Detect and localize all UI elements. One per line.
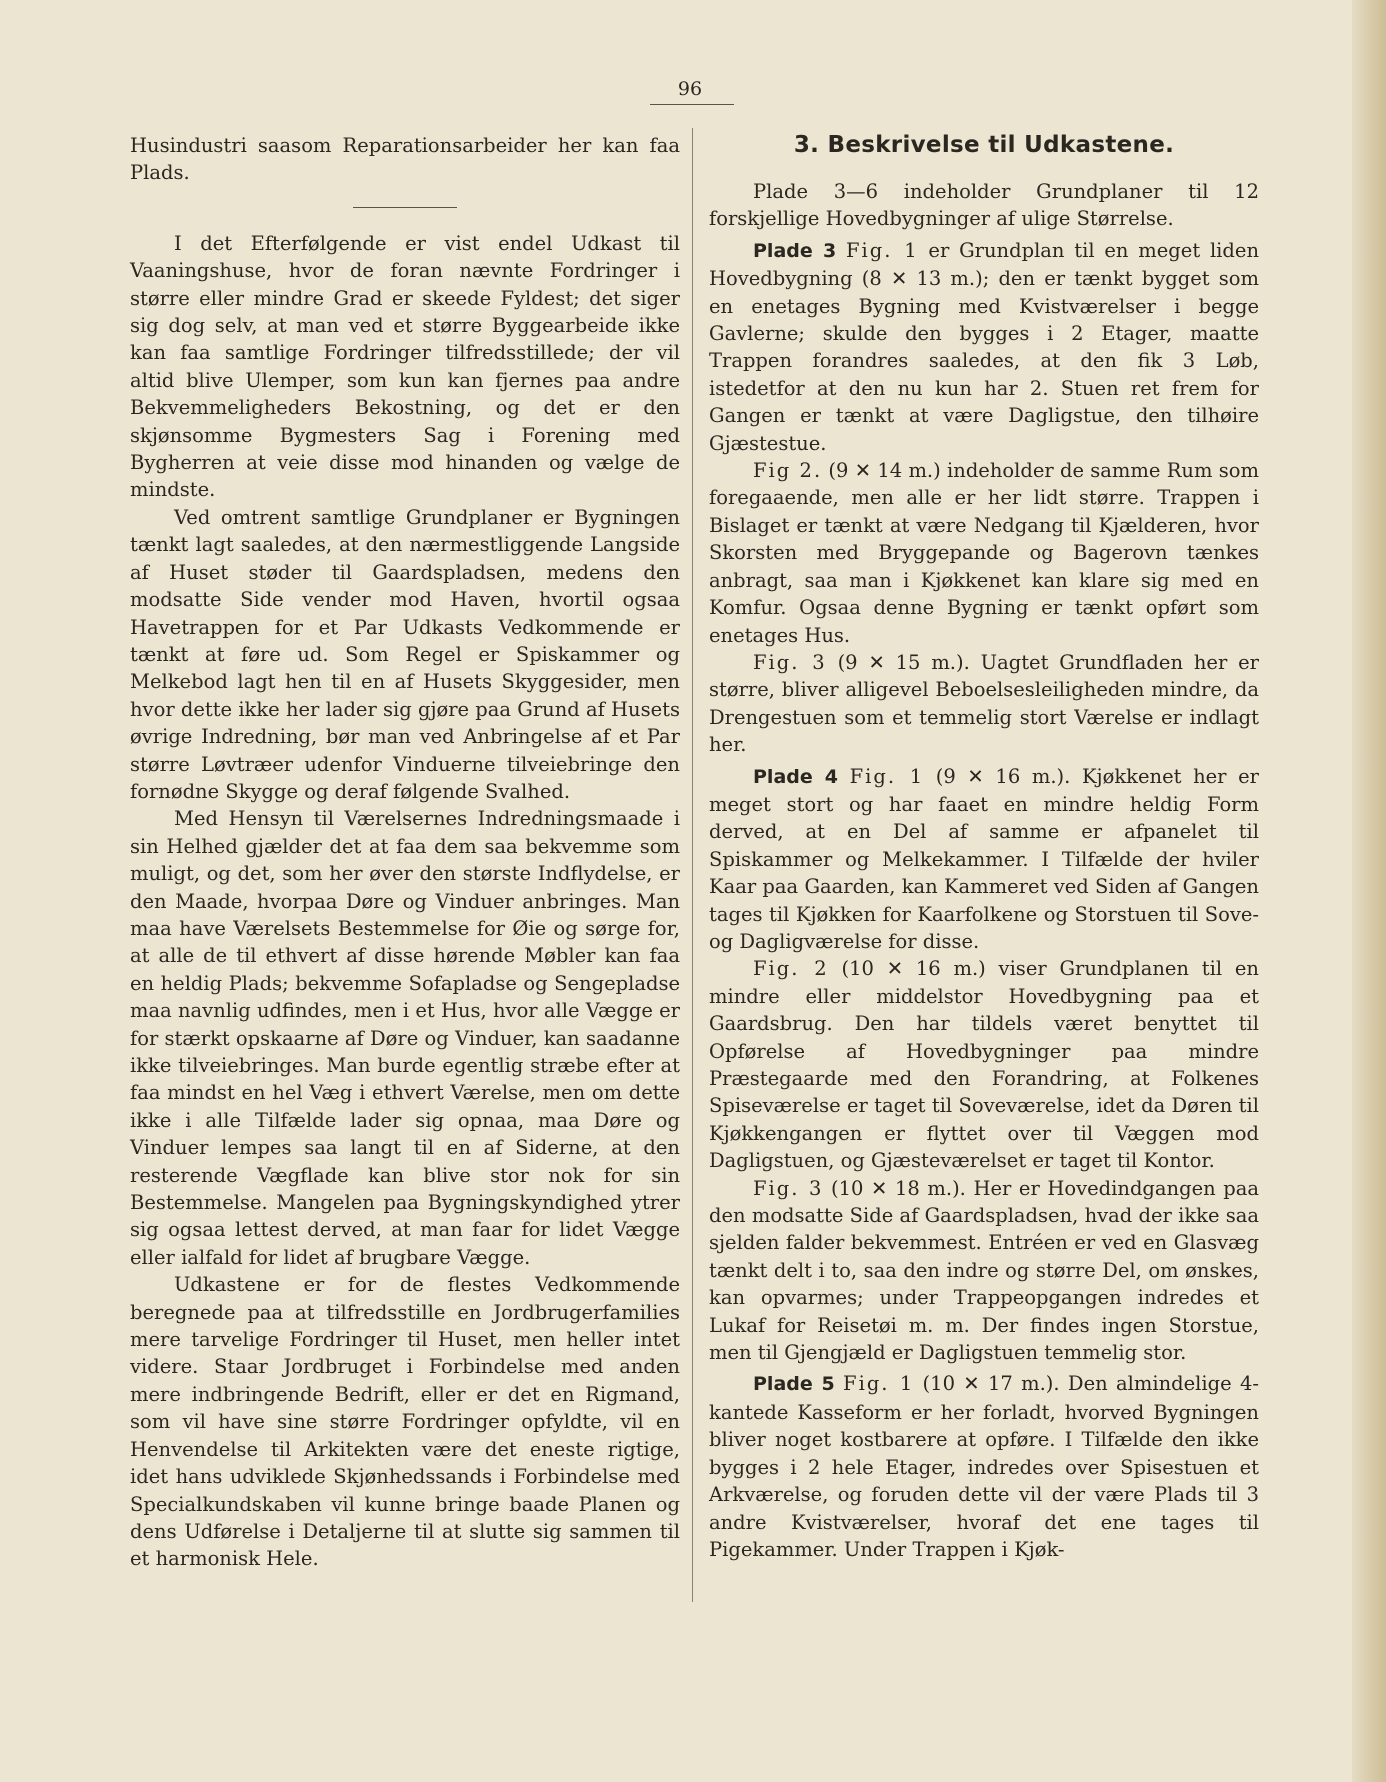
figure-label: Fig. 3 xyxy=(753,1176,824,1200)
left-column xyxy=(130,132,680,1573)
plate-label: Plade 3 xyxy=(753,239,837,262)
paragraph-plates-intro: Plade 3—6 indeholder Grundplaner til 12 forskjellige Hovedbygninger af ulige Størrelse. xyxy=(709,180,1259,231)
paragraph-intro: I det Efterfølgende er vist endel Udkast til Vaaningshuse, hvor de foran nævnte Fordringer i større eller mindre Grad er skeede Fyldest; det siger sig dog selv, at man ved et større Byggearbeide ikke kan faa samtlige Fordringer tilfredsstillede; der vil altid blive Ulemper, som kun kan fjernes paa andre Bekvemmeligheders Bekostning, og det er den skjønsomme Bygmesters Sag i Forening med Bygherren at veie disse mod hinanden og vælge de mindste. xyxy=(130,231,680,502)
section-title: 3. Beskrivelse til Udkastene. xyxy=(793,132,1175,158)
paragraph-text: (9 ✕ 15 m.). Uagtet Grundfladen her er større, bliver alligevel Beboelsesleiligheden mindre, da Drengestuen som et temmelig stort Værelse er indlagt her. xyxy=(709,650,1259,757)
column-divider xyxy=(692,128,693,1602)
page-number: 96 xyxy=(677,78,703,100)
paragraph-plate4-fig3 xyxy=(709,1175,1259,1367)
plate-label: Plade 5 xyxy=(753,1373,835,1396)
figure-label: Fig. 2 xyxy=(753,957,829,981)
figure-label: Fig. 1 xyxy=(843,1372,915,1396)
paragraph-text: er Grundplan til en meget liden Hovedbygning (8 ✕ 13 m.); den er tænkt bygget som en enetages Bygning med Kvistværelser i begge Gavlerne; skulde den bygges i 2 Etager, maatte Trappen forandres saaledes, at den fik 3 Løb, istedetfor at den nu kun har 2. Stuen ret frem for Gangen er tænkt at være Dagligstue, den tilhøire Gjæstestue. xyxy=(709,238,1260,455)
paragraph-plate3-fig1 xyxy=(709,237,1259,457)
paragraph-drafts: Udkastene er for de flestes Vedkommende beregnede paa at tilfredsstille en Jordbrugerfamilies mere tarvelige Fordringer til Huset, men heller intet videre. Staar Jordbruget i Forbindelse med anden mere indbringende Bedrift, eller er det en Rigmand, som vil have sine større Fordringer opfyldte, vil en Henvendelse til Arkitekten være det eneste rigtige, idet hans udviklede Skjønhedssands i Forbindelse med Specialkundskaben vil kunne bringe baade Planen og dens Udførelse i Detaljerne til at slutte sig sammen til et harmonisk Hele. xyxy=(130,1273,680,1571)
paragraph-plate5-fig1 xyxy=(709,1370,1259,1563)
paragraph-rooms: Med Hensyn til Værelsernes Indredningsmaade i sin Helhed gjælder det at faa dem saa bekvemme som muligt, og det, som her øver den største Indflydelse, er den Maade, hvorpaa Døre og Vinduer anbringes. Man maa have Værelsets Bestemmelse for Øie og sørge for, at alle de til ethvert af disse hørende Møbler kan faa en heldig Plads; bekvemme Sofapladse og Sengepladse maa navnlig udfindes, men i et Hus, hvor alle Vægge er for stærkt opskaarne af Døre og Vinduer, kan saadanne ikke tilveiebringes. Man burde egentlig stræbe efter at faa mindst en hel Væg i ethvert Værelse, men om dette ikke i alle Tilfælde lader sig opnaa, maa Døre og Vinduer lempes saa langt til en af Siderne, at den resterende Vægflade kan blive stor nok for sin Bestemmelse. Mangelen paa Bygningskyndighed ytrer sig ogsaa lettest derved, at man faar for lidet Vægge eller ialfald for lidet af brugbare Vægge. xyxy=(130,807,680,1269)
separator-rule xyxy=(353,207,457,208)
figure-label: Fig. 1 xyxy=(849,764,925,788)
paragraph-continuation: Husindustri saasom Reparationsarbeider her kan faa Plads. xyxy=(130,134,680,185)
paragraph-plate4-fig2 xyxy=(709,955,1259,1174)
paragraph-plate3-fig3 xyxy=(709,649,1259,759)
paragraph-plate4-fig1 xyxy=(709,763,1259,956)
right-column xyxy=(709,130,1259,1563)
figure-label: Fig. 1 xyxy=(845,238,919,262)
figure-label: Fig. 3 xyxy=(753,650,827,674)
plate-label: Plade 4 xyxy=(753,765,839,788)
paragraph-plate3-fig2 xyxy=(709,457,1259,649)
paragraph-placement: Ved omtrent samtlige Grundplaner er Bygningen tænkt lagt saaledes, at den nærmestliggende Langside af Huset støder til Gaardspladsen, medens den modsatte Side vender mod Haven, hvortil ogsaa Havetrappen for et Par Udkasts Vedkommende er tænkt at føre ud. Som Regel er Spiskammer og Melkebod lagt hen til en af Husets Skyggesider, men hvor dette ikke her lader sig gjøre paa Grund af Husets øvrige Indredning, bør man ved Anbringelse af et Par større Løvtræer udenfor Vinduerne tilveiebringe den fornødne Skygge og deraf følgende Svalhed. xyxy=(130,505,680,803)
paragraph-text: (9 ✕ 14 m.) indeholder de samme Rum som foregaaende, men alle er her lidt større. Trappen i Bislaget er tænkt at være Nedgang til Kjælderen, hvor Skorsten med Bryggepande og Bagerovn tænkes anbragt, saa man i Kjøkkenet kan klare sig med en Komfur. Ogsaa denne Bygning er tænkt opført som enetages Hus. xyxy=(709,459,1259,647)
header-rule xyxy=(650,104,734,105)
paragraph-text: (10 ✕ 16 m.) viser Grundplanen til en mindre eller middelstor Hovedbygning paa et Gaardsbrug. Den har tildels været benyttet til Opførelse af Hovedbygninger paa mindre Præstegaarde med den Forandring, at Folkenes Spiseværelse er taget til Soveværelse, idet da Døren til Kjøkkengangen er flyttet over til Væggen mod Dagligstuen, og Gjæsteværelset er taget til Kontor. xyxy=(709,957,1259,1173)
paragraph-text: (10 ✕ 18 m.). Her er Hovedindgangen paa den modsatte Side af Gaardspladsen, hvad der ikke saa sjelden falder bekvemmest. Entréen er ved en Glasvæg tænkt delt i to, saa den indre og større Del, om ønskes, kan opvarmes; under Trappeopgangen indredes et Lukaf for Reisetøi m. m. Der findes ingen Storstue, men til Gjengjæld er Dagligstuen temmelig stor. xyxy=(709,1176,1259,1365)
paragraph-text: (9 ✕ 16 m.). Kjøkkenet her er meget stort og har faaet en mindre heldig Form derved, at en Del af samme er afpanelet til Spiskammer og Melkekammer. I Tilfælde der hviler Kaar paa Gaarden, kan Kammeret ved Siden af Gangen tages til Kjøkken for Kaarfolkene og Storstuen til Sove- og Dagligværelse for disse. xyxy=(709,764,1259,953)
paragraph-text: (10 ✕ 17 m.). Den almindelige 4-kantede Kasseform er her forladt, hvorved Bygningen bliver noget kostbarere at opføre. I Tilfælde den ikke bygges i 2 hele Etager, indredes over Spisestuen et Arkværelse, og foruden dette vil der være Plads til 3 andre Kvistværelser, hvoraf det ene tages til Pigekammer. Under Trappen i Kjøk- xyxy=(709,1372,1259,1561)
figure-label: Fig 2. xyxy=(753,459,823,483)
page-edge xyxy=(1352,0,1386,1782)
